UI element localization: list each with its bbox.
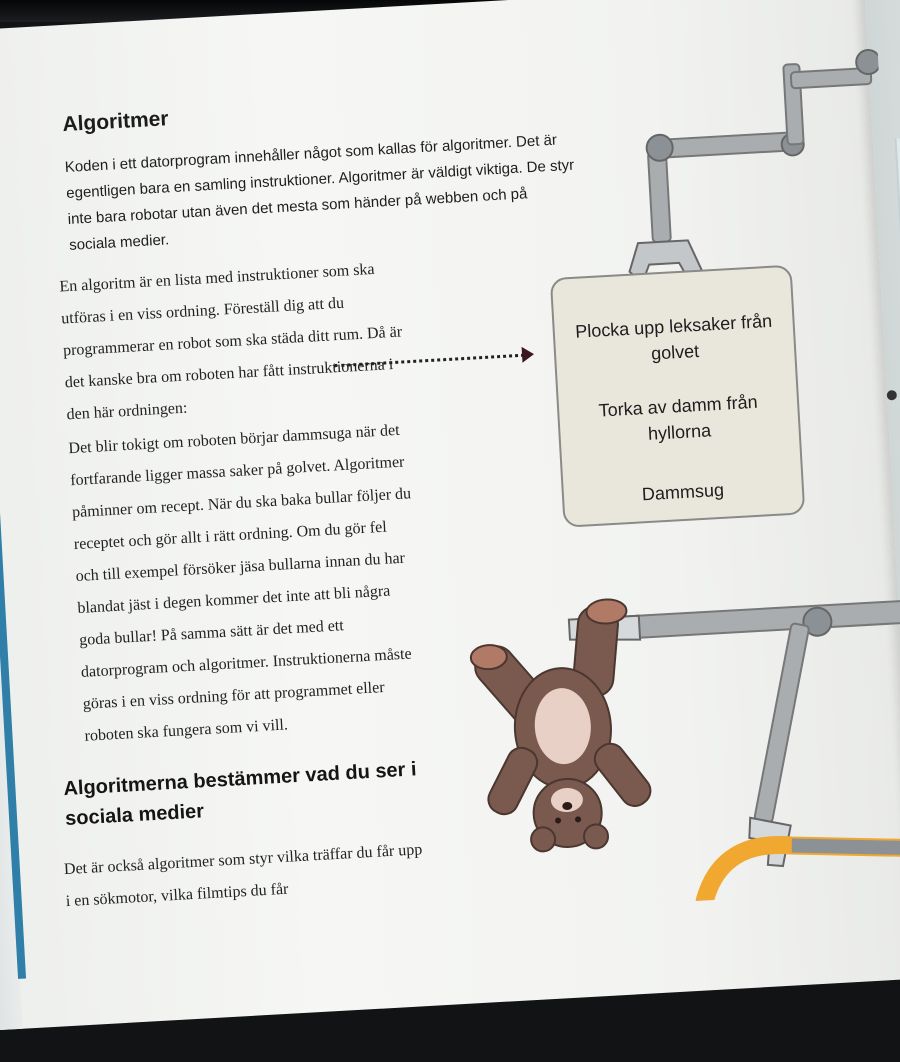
instruction-step-3: Dammsug [641,479,725,505]
body-paragraph-2: Det blir tokigt om roboten börjar dammsuga när det fortfarande ligger massa saker på golvet. Algoritmer påminner om recept. När du ska baka bullar följer du receptet och gör allt i rätt ordning. Om du gör fel och till exempel försöker jäsa bullarna innan du har blandat jäst i degen kommer det inte att bli några goda bullar! På samma sätt är det med ett datorprogram och algoritmer. Instruktionerna måste göras i en viss ordning för att programmet eller roboten ska fungera som vi vill. [68,421,413,745]
instruction-step-2: Torka av damm från hyllorna [598,391,759,444]
marker-dot [887,390,898,401]
robot-arm-top [618,49,892,285]
body-paragraph-1: En algoritm är en lista med instruktioner som ska utföras i en viss ordning. Föreställ dig att du programmerar en robot som ska städa ditt rum. Då är det kanske bra om roboten har fått instruktionerna i den här ordningen: [59,260,403,424]
subsection-paragraph: Det är också algoritmer som styr vilka träffar du får upp i en sökmotor, vilka filmtips du får [63,841,423,911]
instruction-box [550,265,806,528]
section-title: Algoritmer [61,107,170,137]
subsection-title: Algoritmerna bestämmer vad du ser i sociala medier [62,758,418,831]
intro-paragraph: Koden i ett datorprogram innehåller något som kallas för algoritmer. Det är egentligen bara en samling instruktioner. Algoritmer är väldigt viktiga. De styr inte bara robotar utan även det mesta som händer på webben och på sociala medier. [64,131,575,254]
robot-arm-bottom [569,601,900,878]
instruction-step-1: Plocka upp leksaker från golvet [574,310,773,364]
